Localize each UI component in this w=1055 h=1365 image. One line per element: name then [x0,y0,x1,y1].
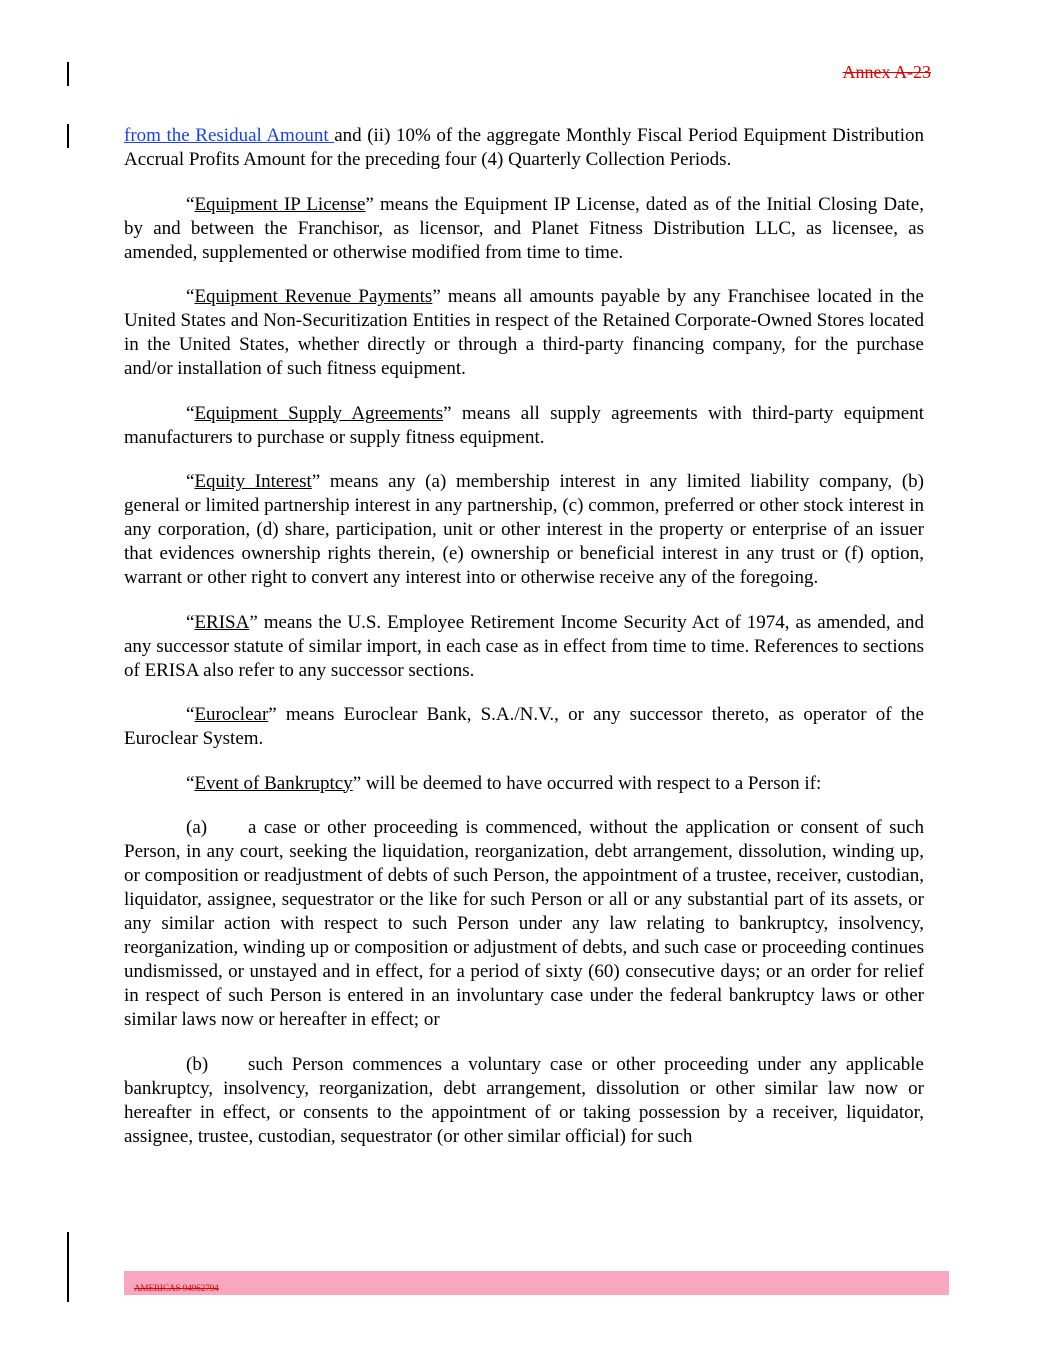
definition-equipment-supply-agreements: “Equipment Supply Agreements” means all supply agreements with third-party equipment manufacturers to purchase or supply fitness equipment. [124,402,924,448]
clause-a: (a) a case or other proceeding is commenced, without the application or consent of such Person, in any court, seeking the liquidation, reorganization, debt arrangement, dissolution, winding up, or composition or readjustment of debts of such Person, the appointment of a trustee, receiver, custodian, liquidator, assignee, sequestrator or the like for such Person or all or any substantial part of its assets, or any similar action with respect to such Person under any law relating to bankruptcy, insolvency, reorganization, winding up or composition or adjustment of debts, and such case or proceeding continues undismissed, or unstayed and in effect, for a period of sixty (60) consecutive days; or an order for relief in respect of such Person is entered in an involuntary case under the federal bankruptcy laws or other similar laws now or hereafter in effect; or [124,817,924,1030]
defined-term: Equipment Supply Agreements [194,402,444,424]
document-body [124,124,924,1169]
change-bar-footer [67,1232,69,1302]
continuation-paragraph: from the Residual Amount and (ii) 10% of the aggregate Monthly Fiscal Period Equipment Distribution Accrual Profits Amount for the preceding four (4) Quarterly Collection Periods. [124,125,924,170]
inserted-text: from the Residual Amount [124,125,335,146]
clause-b: (b) such Person commences a voluntary case or other proceeding under any applicable bankruptcy, insolvency, reorganization, debt arrangement, dissolution or other similar law now or hereafter in effect, or consents to the appointment of or taking possession by a receiver, liquidator, assignee, trustee, custodian, sequestrator (or other similar official) for such [124,1053,924,1147]
defined-term: Equity Interest [194,471,312,492]
defined-term: Equipment IP License [194,193,366,215]
change-bar-header [67,62,69,86]
defined-term: Equipment Revenue Payments [194,286,433,307]
change-bar-first-para [67,124,69,148]
definition-equity-interest: “Equity Interest” means any (a) membership interest in any limited liability company, (b) general or limited partnership interest in any partnership, (c) common, preferred or other stock interest in any corporation, (d) share, participation, unit or other interest in the property or enterprise of an issuer that evidences ownership rights therein, (e) ownership or beneficial interest in any trust or (f) option, warrant or other right to convert any interest into or otherwise receive any of the foregoing. [124,471,924,588]
definition-equipment-ip-license: “Equipment IP License” means the Equipment IP License, dated as of the Initial Closing Date, by and between the Franchisor, as licensor, and Planet Fitness Distribution LLC, as licensee, as amended, supplemented or otherwise modified from time to time. [124,193,924,263]
defined-term: Event of Bankruptcy [194,772,353,794]
definition-event-of-bankruptcy: “Event of Bankruptcy” will be deemed to have occurred with respect to a Person if: [186,772,822,794]
annex-page-label: Annex A-23 [842,62,931,82]
definition-equipment-revenue-payments: “Equipment Revenue Payments” means all amounts payable by any Franchisee located in the United States and Non-Securitization Entities in respect of the Retained Corporate-Owned Stores located in the United States, whether directly or through a third-party financing company, for the purchase and/or installation of such fitness equipment. [124,286,924,379]
definition-erisa: “ERISA” means the U.S. Employee Retirement Income Security Act of 1974, as amended, and any successor statute of similar import, in each case as in effect from time to time. References to sections of ERISA also refer to any successor sections. [124,611,924,681]
document-id: AMERICAS 94962794 [134,1283,219,1293]
defined-term: ERISA [194,611,250,633]
defined-term: Euroclear [194,704,269,725]
footer-band [124,1271,949,1295]
clause-label: (b) [186,1053,209,1075]
definition-euroclear: “Euroclear” means Euroclear Bank, S.A./N.V., or any successor thereto, as operator of the Euroclear System. [124,704,924,749]
clause-label: (a) [186,817,208,838]
